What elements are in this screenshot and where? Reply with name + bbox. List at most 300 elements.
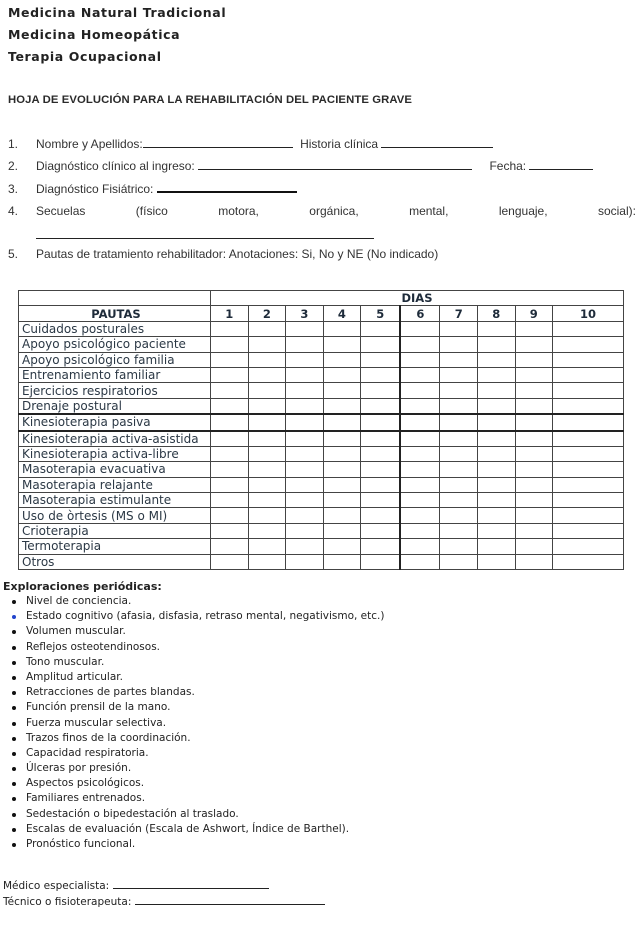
day-cell[interactable]: [323, 431, 361, 447]
day-cell[interactable]: [211, 414, 249, 430]
bullet-icon: [12, 797, 16, 801]
list-item-text: Amplitud articular.: [26, 670, 123, 683]
day-cell[interactable]: [323, 337, 361, 352]
day-cell[interactable]: [248, 493, 286, 508]
day-cell[interactable]: [515, 446, 553, 461]
day-cell[interactable]: [323, 462, 361, 477]
day-cell[interactable]: [248, 508, 286, 523]
list-item-text: Capacidad respiratoria.: [26, 746, 149, 759]
pauta-label: Apoyo psicológico paciente: [19, 337, 211, 352]
day-cell[interactable]: [553, 462, 624, 477]
pauta-label: Kinesioterapia activa-asistida: [19, 431, 211, 447]
day-cell[interactable]: [440, 523, 478, 538]
day-cell[interactable]: [211, 383, 249, 398]
exploraciones-list: [0, 594, 384, 852]
pauta-label: Termoterapia: [19, 539, 211, 554]
nombre-label: Nombre y Apellidos:: [36, 137, 143, 151]
day-cell[interactable]: [211, 367, 249, 382]
list-item: [0, 700, 384, 715]
day-cell[interactable]: [361, 367, 401, 382]
day-header-6: 6: [400, 306, 440, 321]
day-header-2: 2: [248, 306, 286, 321]
day-cell[interactable]: [477, 554, 515, 569]
bullet-icon: [12, 843, 16, 847]
day-cell[interactable]: [400, 398, 440, 414]
day-cell[interactable]: [361, 337, 401, 352]
day-cell[interactable]: [248, 321, 286, 336]
day-cell[interactable]: [211, 337, 249, 352]
day-cell[interactable]: [211, 398, 249, 414]
day-cell[interactable]: [323, 398, 361, 414]
day-cell[interactable]: [400, 352, 440, 367]
day-cell[interactable]: [400, 446, 440, 461]
table-column-header-row: [19, 306, 624, 321]
tecnico-signature: [3, 896, 325, 908]
pauta-label: Otros: [19, 554, 211, 569]
header-line-1: Medicina Natural Tradicional: [8, 5, 227, 20]
day-cell[interactable]: [248, 367, 286, 382]
form-item-4-number: [8, 204, 36, 218]
item-number: 3.: [8, 182, 19, 196]
day-cell[interactable]: [361, 321, 401, 336]
table-row: [19, 321, 624, 336]
day-cell[interactable]: [400, 462, 440, 477]
day-cell[interactable]: [323, 508, 361, 523]
list-item: [0, 609, 384, 624]
table-row: [19, 337, 624, 352]
list-item-text: Función prensil de la mano.: [26, 701, 171, 714]
day-cell[interactable]: [515, 383, 553, 398]
day-header-4: 4: [323, 306, 361, 321]
day-cell[interactable]: [553, 367, 624, 382]
day-cell[interactable]: [553, 321, 624, 336]
bullet-icon: [12, 828, 16, 832]
day-cell[interactable]: [286, 508, 324, 523]
list-item-text: Sedestación o bipedestación al traslado.: [26, 807, 239, 820]
day-cell[interactable]: [211, 446, 249, 461]
day-cell[interactable]: [286, 431, 324, 447]
fecha-field[interactable]: [529, 159, 593, 170]
day-cell[interactable]: [440, 414, 478, 430]
bullet-icon: [12, 813, 16, 817]
list-item: [0, 837, 384, 852]
day-cell[interactable]: [553, 398, 624, 414]
day-cell[interactable]: [361, 431, 401, 447]
list-item-text: Familiares entrenados.: [26, 792, 146, 805]
table-row: [19, 398, 624, 414]
day-header-7: 7: [440, 306, 478, 321]
table-row: [19, 477, 624, 492]
table-row: [19, 539, 624, 554]
table-row: [19, 493, 624, 508]
pauta-label: Drenaje postural: [19, 398, 211, 414]
day-cell[interactable]: [553, 446, 624, 461]
secuelas-word: (físico: [135, 204, 168, 218]
secuelas-word: lenguaje,: [498, 204, 548, 218]
pauta-label: Apoyo psicológico familia: [19, 352, 211, 367]
empty-header-cell: [19, 291, 211, 306]
bullet-icon: [12, 600, 16, 604]
pauta-label: Masoterapia relajante: [19, 477, 211, 492]
day-cell[interactable]: [286, 554, 324, 569]
dias-header: DIAS: [211, 291, 624, 306]
day-cell[interactable]: [553, 523, 624, 538]
list-item: [0, 670, 384, 685]
list-item-text: Trazos finos de la coordinación.: [26, 731, 191, 744]
day-cell[interactable]: [440, 446, 478, 461]
pautas-label: Pautas de tratamiento rehabilitador: Anotaciones: Si, No y NE (No indicado): [36, 247, 439, 261]
pauta-label: Cuidados posturales: [19, 321, 211, 336]
day-cell[interactable]: [248, 523, 286, 538]
day-cell[interactable]: [440, 462, 478, 477]
day-cell[interactable]: [286, 446, 324, 461]
day-cell[interactable]: [361, 508, 401, 523]
day-cell[interactable]: [477, 493, 515, 508]
diagnostico-clinico-field[interactable]: [198, 159, 472, 170]
day-cell[interactable]: [553, 383, 624, 398]
list-item-text: Aspectos psicológicos.: [26, 777, 145, 790]
day-cell[interactable]: [361, 398, 401, 414]
pauta-label: Masoterapia estimulante: [19, 493, 211, 508]
day-cell[interactable]: [286, 462, 324, 477]
list-item-text: Úlceras por presión.: [26, 762, 132, 775]
day-cell[interactable]: [515, 431, 553, 447]
secuelas-field[interactable]: [36, 228, 374, 239]
day-cell[interactable]: [515, 414, 553, 430]
day-cell[interactable]: [477, 446, 515, 461]
day-cell[interactable]: [361, 493, 401, 508]
day-cell[interactable]: [515, 493, 553, 508]
pautas-table: [18, 290, 624, 570]
secuelas-word: mental,: [409, 204, 449, 218]
day-cell[interactable]: [361, 539, 401, 554]
day-cell[interactable]: [248, 446, 286, 461]
day-cell[interactable]: [361, 477, 401, 492]
day-cell[interactable]: [515, 462, 553, 477]
table-row: [19, 508, 624, 523]
day-cell[interactable]: [211, 477, 249, 492]
bullet-icon: [12, 767, 16, 771]
tecnico-field[interactable]: [135, 896, 325, 905]
day-cell[interactable]: [323, 383, 361, 398]
day-cell[interactable]: [286, 414, 324, 430]
day-cell[interactable]: [477, 523, 515, 538]
day-cell[interactable]: [248, 352, 286, 367]
table-row: [19, 383, 624, 398]
diagnostico-fisiatrico-label: Diagnóstico Fisiátrico:: [36, 182, 154, 196]
table-row: [19, 554, 624, 569]
day-cell[interactable]: [286, 523, 324, 538]
bullet-icon: [12, 661, 16, 665]
medico-label: Médico especialista:: [3, 880, 110, 892]
form-item-3: [8, 181, 297, 196]
day-cell[interactable]: [515, 523, 553, 538]
day-cell[interactable]: [553, 477, 624, 492]
item-number: 2.: [8, 159, 19, 173]
day-cell[interactable]: [248, 383, 286, 398]
day-cell[interactable]: [440, 493, 478, 508]
day-cell[interactable]: [553, 431, 624, 447]
list-item: [0, 776, 384, 791]
day-cell[interactable]: [248, 554, 286, 569]
nombre-field[interactable]: [143, 137, 293, 148]
day-cell[interactable]: [515, 554, 553, 569]
day-cell[interactable]: [553, 337, 624, 352]
day-cell[interactable]: [477, 508, 515, 523]
header-line-2: Medicina Homeopática: [8, 27, 181, 42]
day-header-9: 9: [515, 306, 553, 321]
day-cell[interactable]: [477, 337, 515, 352]
list-item: [0, 624, 384, 639]
list-item-text: Nivel de conciencia.: [26, 595, 132, 607]
day-cell[interactable]: [248, 337, 286, 352]
day-cell[interactable]: [440, 383, 478, 398]
table-row: [19, 462, 624, 477]
diagnostico-fisiatrico-field[interactable]: [157, 181, 297, 193]
diagnostico-clinico-label: Diagnóstico clínico al ingreso:: [36, 159, 195, 173]
day-cell[interactable]: [211, 431, 249, 447]
day-header-5: 5: [361, 306, 401, 321]
day-cell[interactable]: [515, 321, 553, 336]
day-cell[interactable]: [323, 523, 361, 538]
bullet-icon: [12, 615, 16, 619]
day-header-10: 10: [553, 306, 624, 321]
list-item-text: Reflejos osteotendinosos.: [26, 640, 160, 653]
day-cell[interactable]: [286, 337, 324, 352]
day-cell[interactable]: [553, 493, 624, 508]
bullet-icon: [12, 737, 16, 741]
list-item-text: Volumen muscular.: [26, 625, 126, 638]
day-cell[interactable]: [286, 539, 324, 554]
bullet-icon: [12, 676, 16, 680]
item-number: 1.: [8, 137, 19, 151]
medico-signature: [3, 880, 269, 892]
day-cell[interactable]: [553, 539, 624, 554]
day-cell[interactable]: [361, 462, 401, 477]
day-cell[interactable]: [323, 367, 361, 382]
day-cell[interactable]: [440, 398, 478, 414]
day-cell[interactable]: [515, 539, 553, 554]
day-cell[interactable]: [440, 508, 478, 523]
bullet-icon: [12, 782, 16, 786]
item-number: 4.: [8, 204, 19, 218]
secuelas-word: motora,: [218, 204, 259, 218]
day-header-8: 8: [477, 306, 515, 321]
day-cell[interactable]: [477, 431, 515, 447]
list-item: [0, 594, 384, 609]
day-cell[interactable]: [323, 414, 361, 430]
historia-label: Historia clínica: [300, 137, 379, 151]
day-cell[interactable]: [211, 554, 249, 569]
list-item-text: Estado cognitivo (afasia, disfasia, retraso mental, negativismo, etc.): [26, 610, 385, 623]
day-cell[interactable]: [515, 477, 553, 492]
list-item: [0, 685, 384, 700]
day-cell[interactable]: [286, 493, 324, 508]
day-cell[interactable]: [286, 477, 324, 492]
day-cell[interactable]: [553, 554, 624, 569]
day-cell[interactable]: [477, 398, 515, 414]
pauta-label: Ejercicios respiratorios: [19, 383, 211, 398]
secuelas-word: orgánica,: [309, 204, 359, 218]
table-row: [19, 523, 624, 538]
day-cell[interactable]: [553, 352, 624, 367]
list-item: [0, 761, 384, 776]
day-cell[interactable]: [323, 539, 361, 554]
list-item-text: Escalas de evaluación (Escala de Ashwort, Índice de Barthel).: [26, 822, 350, 835]
table-row: [19, 414, 624, 430]
day-cell[interactable]: [248, 477, 286, 492]
day-cell[interactable]: [211, 539, 249, 554]
day-cell[interactable]: [440, 539, 478, 554]
list-item-text: Tono muscular.: [26, 655, 105, 668]
item-number: 5.: [8, 247, 19, 261]
day-cell[interactable]: [477, 383, 515, 398]
day-cell[interactable]: [515, 337, 553, 352]
day-cell[interactable]: [400, 523, 440, 538]
day-cell[interactable]: [477, 414, 515, 430]
header-line-3: Terapia Ocupacional: [8, 49, 162, 64]
day-cell[interactable]: [211, 321, 249, 336]
day-header-1: 1: [211, 306, 249, 321]
day-cell[interactable]: [361, 414, 401, 430]
day-cell[interactable]: [248, 398, 286, 414]
list-item: [0, 731, 384, 746]
secuelas-word: Secuelas: [36, 204, 86, 218]
day-cell[interactable]: [440, 321, 478, 336]
day-cell[interactable]: [515, 398, 553, 414]
day-cell[interactable]: [211, 523, 249, 538]
table-row: [19, 352, 624, 367]
day-cell[interactable]: [211, 508, 249, 523]
pauta-label: Kinesioterapia pasiva: [19, 414, 211, 430]
secuelas-label: [36, 204, 636, 218]
list-item: [0, 807, 384, 822]
day-cell[interactable]: [400, 321, 440, 336]
table-row: [19, 431, 624, 447]
day-cell[interactable]: [361, 554, 401, 569]
tecnico-label: Técnico o fisioterapeuta:: [3, 896, 132, 908]
day-cell[interactable]: [515, 352, 553, 367]
day-cell[interactable]: [440, 431, 478, 447]
day-cell[interactable]: [323, 554, 361, 569]
day-cell[interactable]: [553, 414, 624, 430]
form-item-2: [8, 159, 593, 173]
day-cell[interactable]: [477, 462, 515, 477]
day-cell[interactable]: [440, 554, 478, 569]
bullet-icon: [12, 752, 16, 756]
bullet-icon: [12, 646, 16, 650]
list-item-text: Pronóstico funcional.: [26, 838, 136, 850]
list-item: [0, 822, 384, 837]
document-title: HOJA DE EVOLUCIÓN PARA LA REHABILITACIÓN DEL PACIENTE GRAVE: [8, 94, 413, 106]
list-item: [0, 655, 384, 670]
day-cell[interactable]: [440, 352, 478, 367]
pauta-label: Crioterapia: [19, 523, 211, 538]
day-cell[interactable]: [477, 352, 515, 367]
bullet-icon: [12, 630, 16, 634]
day-cell[interactable]: [400, 493, 440, 508]
day-cell[interactable]: [211, 493, 249, 508]
day-cell[interactable]: [323, 352, 361, 367]
day-cell[interactable]: [286, 398, 324, 414]
day-cell[interactable]: [400, 539, 440, 554]
list-item: [0, 746, 384, 761]
day-cell[interactable]: [211, 462, 249, 477]
day-cell[interactable]: [361, 523, 401, 538]
day-cell[interactable]: [553, 508, 624, 523]
bullet-icon: [12, 722, 16, 726]
day-cell[interactable]: [400, 383, 440, 398]
day-cell[interactable]: [361, 446, 401, 461]
day-cell[interactable]: [477, 539, 515, 554]
day-cell[interactable]: [248, 539, 286, 554]
table-row: [19, 446, 624, 461]
day-cell[interactable]: [211, 352, 249, 367]
day-cell[interactable]: [515, 367, 553, 382]
table-row: [19, 367, 624, 382]
day-cell[interactable]: [400, 431, 440, 447]
historia-field[interactable]: [381, 137, 493, 148]
day-cell[interactable]: [248, 462, 286, 477]
day-cell[interactable]: [248, 414, 286, 430]
list-item-text: Fuerza muscular selectiva.: [26, 716, 167, 729]
day-cell[interactable]: [400, 414, 440, 430]
day-cell[interactable]: [400, 554, 440, 569]
day-cell[interactable]: [440, 477, 478, 492]
table-group-header-row: [19, 291, 624, 306]
day-header-3: 3: [286, 306, 324, 321]
bullet-icon: [12, 706, 16, 710]
day-cell[interactable]: [361, 383, 401, 398]
day-cell[interactable]: [515, 508, 553, 523]
form-item-5: [8, 247, 438, 261]
day-cell[interactable]: [400, 367, 440, 382]
medico-field[interactable]: [113, 880, 269, 889]
day-cell[interactable]: [440, 337, 478, 352]
pauta-label: Entrenamiento familiar: [19, 367, 211, 382]
form-item-1: [8, 137, 493, 151]
pauta-label: Uso de òrtesis (MS o MI): [19, 508, 211, 523]
day-cell[interactable]: [323, 477, 361, 492]
day-cell[interactable]: [477, 321, 515, 336]
day-cell[interactable]: [248, 431, 286, 447]
day-cell[interactable]: [286, 367, 324, 382]
pautas-header: PAUTAS: [19, 306, 211, 321]
day-cell[interactable]: [477, 367, 515, 382]
day-cell[interactable]: [400, 337, 440, 352]
day-cell[interactable]: [323, 446, 361, 461]
secuelas-word: social):: [597, 204, 636, 218]
day-cell[interactable]: [400, 477, 440, 492]
list-item-text: Retracciones de partes blandas.: [26, 686, 195, 699]
day-cell[interactable]: [400, 508, 440, 523]
list-item: [0, 791, 384, 806]
day-cell[interactable]: [323, 321, 361, 336]
pauta-label: Kinesioterapia activa-libre: [19, 446, 211, 461]
day-cell[interactable]: [286, 321, 324, 336]
day-cell[interactable]: [440, 367, 478, 382]
exploraciones-title: Exploraciones periódicas:: [3, 580, 162, 593]
bullet-icon: [12, 691, 16, 695]
day-cell[interactable]: [286, 383, 324, 398]
day-cell[interactable]: [361, 352, 401, 367]
list-item: [0, 640, 384, 655]
pauta-label: Masoterapia evacuativa: [19, 462, 211, 477]
day-cell[interactable]: [477, 477, 515, 492]
list-item: [0, 716, 384, 731]
day-cell[interactable]: [286, 352, 324, 367]
day-cell[interactable]: [323, 493, 361, 508]
